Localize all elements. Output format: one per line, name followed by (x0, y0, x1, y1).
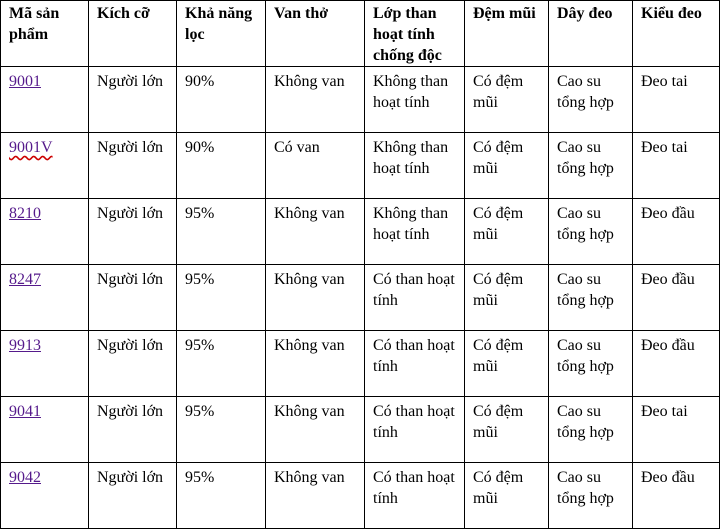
strap-cell: Cao su tổng hợp (549, 463, 633, 529)
table-header-row (1, 1, 720, 67)
wear-style-cell: Đeo đầu (633, 265, 720, 331)
size-cell: Người lớn (89, 133, 177, 199)
carbon-layer-cell: Không than hoạt tính (365, 133, 465, 199)
table-row (1, 265, 720, 331)
wear-style-cell: Đeo tai (633, 67, 720, 133)
valve-cell: Không van (266, 331, 365, 397)
table-row (1, 463, 720, 529)
nose-pad-cell: Có đệm mũi (465, 463, 549, 529)
product-code-link[interactable]: 8210 (9, 205, 41, 222)
carbon-layer-cell: Có than hoạt tính (365, 463, 465, 529)
nose-pad-cell: Có đệm mũi (465, 397, 549, 463)
product-code-cell (1, 463, 89, 529)
product-code-cell (1, 331, 89, 397)
nose-pad-cell: Có đệm mũi (465, 331, 549, 397)
nose-pad-cell: Có đệm mũi (465, 265, 549, 331)
table-row (1, 67, 720, 133)
filtration-cell: 95% (177, 331, 266, 397)
strap-cell: Cao su tổng hợp (549, 397, 633, 463)
product-code-link[interactable]: 9001V (9, 139, 53, 156)
strap-cell: Cao su tổng hợp (549, 199, 633, 265)
valve-cell: Không van (266, 199, 365, 265)
nose-pad-cell: Có đệm mũi (465, 133, 549, 199)
product-code-link[interactable]: 8247 (9, 271, 41, 288)
filtration-cell: 95% (177, 463, 266, 529)
header-nose-pad: Đệm mũi (465, 1, 549, 67)
header-filtration: Khả năng lọc (177, 1, 266, 67)
valve-cell: Không van (266, 67, 365, 133)
filtration-cell: 95% (177, 199, 266, 265)
filtration-cell: 90% (177, 133, 266, 199)
header-product-code: Mã sản phẩm (1, 1, 89, 67)
product-code-link[interactable]: 9042 (9, 469, 41, 486)
header-size: Kích cỡ (89, 1, 177, 67)
valve-cell: Có van (266, 133, 365, 199)
wear-style-cell: Đeo đầu (633, 463, 720, 529)
nose-pad-cell: Có đệm mũi (465, 199, 549, 265)
carbon-layer-cell: Không than hoạt tính (365, 67, 465, 133)
table-row (1, 397, 720, 463)
product-code-link[interactable]: 9913 (9, 337, 41, 354)
product-code-cell (1, 67, 89, 133)
table-row (1, 133, 720, 199)
header-valve: Van thở (266, 1, 365, 67)
size-cell: Người lớn (89, 331, 177, 397)
carbon-layer-cell: Không than hoạt tính (365, 199, 465, 265)
table-row (1, 199, 720, 265)
size-cell: Người lớn (89, 397, 177, 463)
product-code-cell (1, 199, 89, 265)
product-code-link[interactable]: 9001 (9, 73, 41, 90)
header-strap: Dây đeo (549, 1, 633, 67)
header-wear-style: Kiểu đeo (633, 1, 720, 67)
strap-cell: Cao su tổng hợp (549, 265, 633, 331)
strap-cell: Cao su tổng hợp (549, 133, 633, 199)
product-code-cell (1, 265, 89, 331)
table-row (1, 331, 720, 397)
strap-cell: Cao su tổng hợp (549, 331, 633, 397)
valve-cell: Không van (266, 265, 365, 331)
filtration-cell: 95% (177, 397, 266, 463)
product-code-cell (1, 397, 89, 463)
carbon-layer-cell: Có than hoạt tính (365, 397, 465, 463)
wear-style-cell: Đeo đầu (633, 199, 720, 265)
wear-style-cell: Đeo tai (633, 397, 720, 463)
strap-cell: Cao su tổng hợp (549, 67, 633, 133)
size-cell: Người lớn (89, 199, 177, 265)
header-carbon-layer: Lớp than hoạt tính chống độc (365, 1, 465, 67)
wear-style-cell: Đeo tai (633, 133, 720, 199)
product-code-link[interactable]: 9041 (9, 403, 41, 420)
product-code-cell (1, 133, 89, 199)
valve-cell: Không van (266, 463, 365, 529)
filtration-cell: 90% (177, 67, 266, 133)
wear-style-cell: Đeo đầu (633, 331, 720, 397)
size-cell: Người lớn (89, 67, 177, 133)
size-cell: Người lớn (89, 265, 177, 331)
filtration-cell: 95% (177, 265, 266, 331)
nose-pad-cell: Có đệm mũi (465, 67, 549, 133)
carbon-layer-cell: Có than hoạt tính (365, 331, 465, 397)
valve-cell: Không van (266, 397, 365, 463)
carbon-layer-cell: Có than hoạt tính (365, 265, 465, 331)
size-cell: Người lớn (89, 463, 177, 529)
